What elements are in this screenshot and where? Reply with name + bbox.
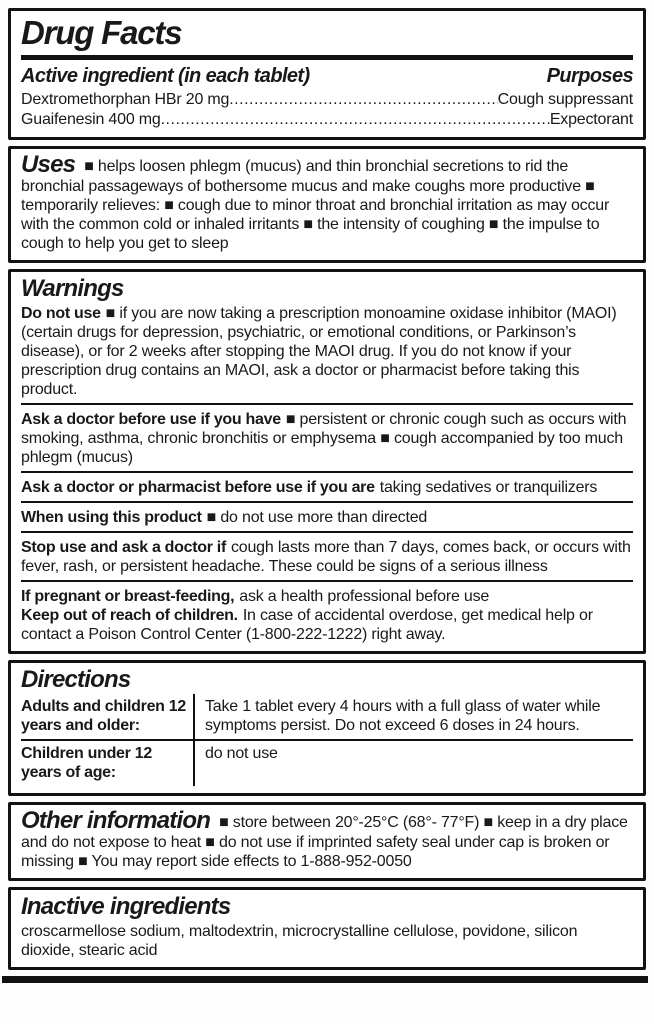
- other-information-text: ■ store between 20°-25°C (68°- 77°F) ■ keep in a dry place and do not expose to heat ■ do not use if imprinted safety seal under cap is broken or missing ■ You may report side effects to 1-888-952-0050: [21, 814, 628, 871]
- warning-lead: Ask a doctor before use if you have: [21, 410, 281, 428]
- warning-ask-doctor: [21, 410, 633, 467]
- section-rule: [21, 403, 633, 405]
- warning-lead: Do not use: [21, 304, 101, 322]
- directions-row-label: Children under 12 years of age:: [21, 745, 152, 782]
- directions-row-value: Take 1 tablet every 4 hours with a full glass of water while symptoms persist. Do not exceed 6 doses in 24 hours.: [193, 694, 633, 741]
- warning-text: taking sedatives or tranquilizers: [379, 478, 598, 496]
- warning-ask-pharmacist: [21, 478, 633, 497]
- dot-leader: [161, 110, 550, 130]
- section-rule: [21, 471, 633, 473]
- inactive-ingredients-heading: Inactive ingredients: [21, 893, 231, 921]
- warning-stop-use: [21, 538, 633, 576]
- ingredient-row: [21, 90, 633, 110]
- warnings-panel: [8, 269, 646, 654]
- section-rule: [21, 531, 633, 533]
- section-rule: [21, 501, 633, 503]
- warning-do-not-use: [21, 304, 633, 399]
- inactive-ingredients-panel: [8, 887, 646, 970]
- directions-table: [21, 694, 633, 786]
- warning-lead: Stop use and ask a doctor if: [21, 538, 226, 556]
- warning-keep-out-of-reach: [21, 606, 633, 644]
- warning-text: ■ do not use more than directed: [206, 508, 428, 526]
- other-information-heading: Other information: [21, 807, 211, 835]
- uses-heading: Uses: [21, 150, 76, 178]
- warning-when-using: [21, 508, 633, 527]
- ingredient-name: Guaifenesin 400 mg: [21, 110, 161, 128]
- uses-text: ■ helps loosen phlegm (mucus) and thin bronchial secretions to rid the bronchial passageways of bothersome mucus and make coughs more productive ■ temporarily relieves: ■ cough due to minor throat and bronchial irritation as may occur with the common cold or inhaled irritants ■ the intensity of coughing ■ the impulse to cough to help you get to sleep: [21, 157, 610, 252]
- warnings-heading: Warnings: [21, 274, 124, 302]
- page-title: Drug Facts: [21, 14, 182, 51]
- directions-row-value: do not use: [193, 741, 633, 786]
- ingredient-row: [21, 110, 633, 130]
- warning-pregnant: [21, 587, 633, 606]
- other-information-panel: [8, 802, 646, 881]
- title-divider: [21, 55, 633, 60]
- ingredient-name: Dextromethorphan HBr 20 mg: [21, 90, 230, 108]
- section-rule: [21, 580, 633, 582]
- active-ingredient-header-row: [21, 65, 633, 88]
- warning-text: ■ if you are now taking a prescription monoamine oxidase inhibitor (MAOI) (certain drugs for depression, psychiatric, or emotional conditions, or Parkinson’s disease), or for 2 weeks after stopping the MAOI drug. If you do not know if your prescription drug contains an MAOI, ask a doctor or pharmacist before taking this product.: [21, 304, 617, 398]
- warning-lead: When using this product: [21, 508, 202, 526]
- ingredient-purpose: Expectorant: [549, 110, 633, 128]
- header-panel: [8, 8, 646, 140]
- other-information-paragraph: [21, 809, 633, 871]
- active-ingredient-heading: Active ingredient (in each tablet): [21, 64, 310, 87]
- directions-heading: Directions: [21, 665, 131, 693]
- warning-lead: If pregnant or breast-feeding,: [21, 587, 235, 605]
- directions-panel: [8, 660, 646, 797]
- ingredient-purpose: Cough suppressant: [497, 90, 633, 108]
- warning-text: In case of accidental overdose, get medical help or contact a Poison Control Center (1-800-222-1222) right away.: [21, 606, 593, 643]
- directions-row-label: Adults and children 12 years and older:: [21, 694, 193, 741]
- warning-text: cough lasts more than 7 days, comes back, or occurs with fever, rash, or persistent headache. These could be signs of a serious illness: [21, 538, 631, 575]
- warning-text: ■ persistent or chronic cough such as occurs with smoking, asthma, chronic bronchitis or emphysema ■ cough accompanied by too much phlegm (mucus): [21, 410, 627, 466]
- dot-leader: [229, 90, 497, 110]
- uses-panel: [8, 146, 646, 263]
- warning-lead: Ask a doctor or pharmacist before use if you are: [21, 478, 375, 496]
- inactive-ingredients-text: croscarmellose sodium, maltodextrin, microcrystalline cellulose, povidone, silicon dioxide, stearic acid: [21, 923, 578, 960]
- cut-off-panel-edge: [2, 976, 648, 983]
- uses-paragraph: [21, 150, 633, 253]
- warning-text: ask a health professional before use: [239, 587, 490, 605]
- warning-lead: Keep out of reach of children.: [21, 606, 238, 624]
- purposes-heading: Purposes: [546, 64, 633, 87]
